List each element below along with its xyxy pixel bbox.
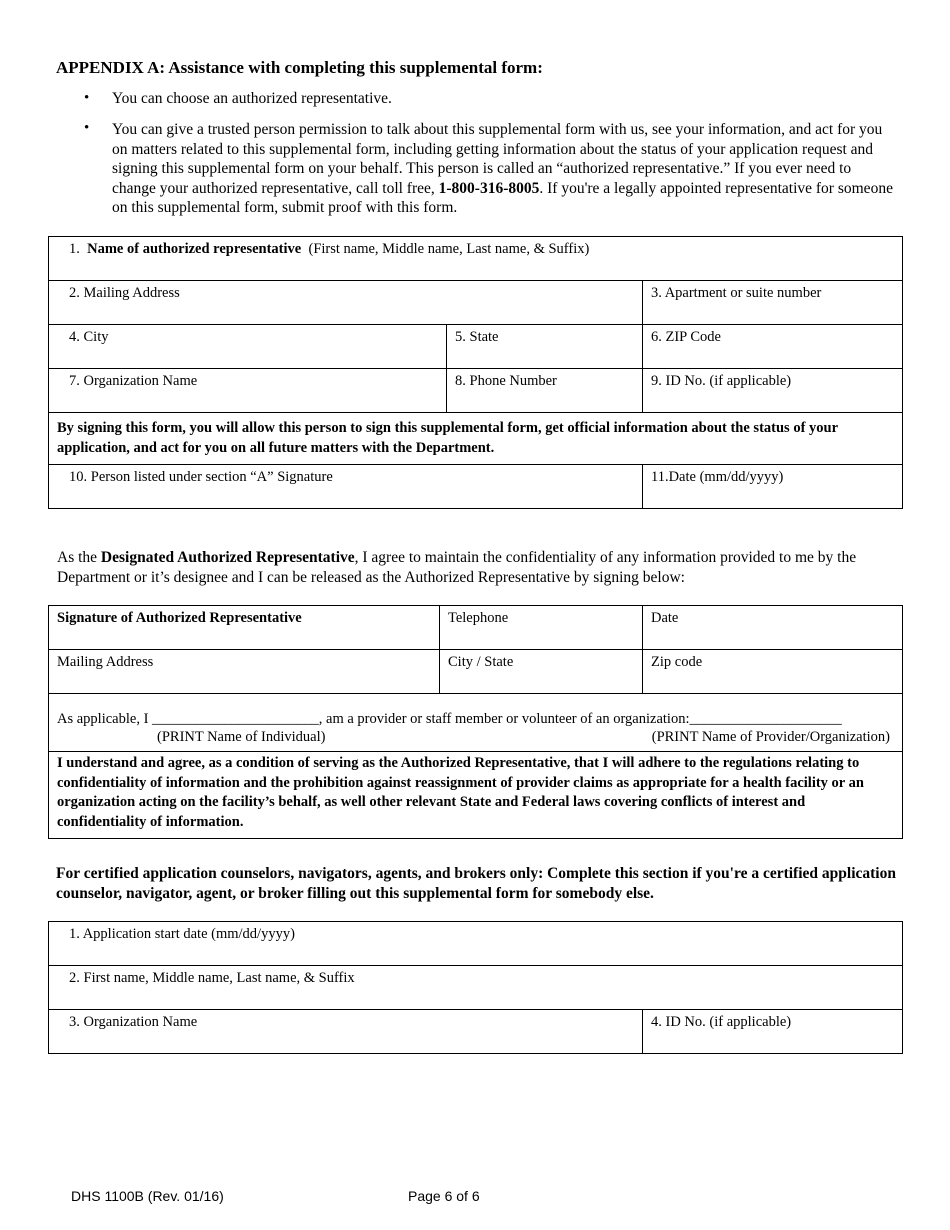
designated-rep-paragraph xyxy=(57,548,902,587)
page-number: Page 6 of 6 xyxy=(408,1188,480,1204)
rep-name-field[interactable] xyxy=(49,237,903,281)
mailing-address-field[interactable] xyxy=(49,281,643,325)
state-label: 5. State xyxy=(455,329,499,345)
app-start-date-field[interactable] xyxy=(49,922,903,966)
organization-field[interactable] xyxy=(49,369,447,413)
apartment-label: 3. Apartment or suite number xyxy=(651,285,822,301)
counselor-org-field[interactable] xyxy=(49,1010,643,1054)
bullet-icon: • xyxy=(84,90,90,106)
designated-bold: Designated Authorized Representative xyxy=(100,549,355,566)
state-field[interactable] xyxy=(447,325,643,369)
date-label: Date xyxy=(651,610,679,626)
applicable-line[interactable]: As applicable, I _______________________, am a provider or staff member or volunteer of an organization:_____________________ xyxy=(57,711,842,727)
certified-table xyxy=(48,921,903,1054)
designated-rep-table xyxy=(48,605,903,839)
rep-zip-field[interactable] xyxy=(643,650,903,694)
city-state-label: City / State xyxy=(448,654,514,670)
toll-free-phone: 1-800-316-8005 xyxy=(438,179,540,197)
signing-notice: By signing this form, you will allow this person to sign this supplemental form, get official information about the status of your application, and act for you on all future matters with the Department. xyxy=(49,413,903,465)
appendix-title: APPENDIX A: Assistance with completing this supplemental form: xyxy=(56,58,543,77)
person-signature-field[interactable] xyxy=(49,465,643,509)
id-field[interactable] xyxy=(643,369,903,413)
bullet-1-text: You can choose an authorized representative. xyxy=(112,90,392,107)
zip-label: 6. ZIP Code xyxy=(651,329,721,345)
city-field[interactable] xyxy=(49,325,447,369)
designated-pre: As the xyxy=(57,549,101,566)
apartment-field[interactable] xyxy=(643,281,903,325)
signature-date-field[interactable] xyxy=(643,465,903,509)
rep-signature-label: Signature of Authorized Representative xyxy=(57,610,302,626)
id-label: 9. ID No. (if applicable) xyxy=(651,373,792,389)
zip-field[interactable] xyxy=(643,325,903,369)
rep-signature-field[interactable] xyxy=(49,606,440,650)
rep-name-hint: (First name, Middle name, Last name, & Suffix) xyxy=(308,241,590,257)
organization-label: 7. Organization Name xyxy=(69,373,198,389)
signature-date-label: 11.Date (mm/dd/yyyy) xyxy=(651,469,784,485)
field-number: 1. xyxy=(69,241,80,257)
mailing-address-label: 2. Mailing Address xyxy=(69,285,180,301)
city-label: 4. City xyxy=(69,329,109,345)
print-individual-caption: (PRINT Name of Individual) xyxy=(157,729,326,745)
app-start-date-label: 1. Application start date (mm/dd/yyyy) xyxy=(69,926,295,942)
bullet-2-text xyxy=(112,120,897,218)
counselor-id-label: 4. ID No. (if applicable) xyxy=(651,1014,792,1030)
counselor-name-field[interactable] xyxy=(49,966,903,1010)
counselor-id-field[interactable] xyxy=(643,1010,903,1054)
agreement-notice: I understand and agree, as a condition of serving as the Authorized Representative, that I will adhere to the regulations relating to confidentiality of information and the prohibition against reassignment of provider claims as appropriate for a health facility or an organization acting on the facility’s behalf, as well other relevant State and Federal laws covering conflicts of interest and confidentiality of information. xyxy=(49,752,903,839)
bullet-2-pre: You can give a trusted person permission to talk about this supplemental form with us, see your information, and act for you on matters related to this supplemental form, including getting information about the status of your application request and signing this supplemental form on your behalf. This person is called an “authorized representative.” If you ever need to change your authorized representative, call toll free, xyxy=(112,121,883,197)
date-field[interactable] xyxy=(643,606,903,650)
rep-zip-label: Zip code xyxy=(651,654,703,670)
rep-mailing-label: Mailing Address xyxy=(57,654,154,670)
applicable-row xyxy=(49,694,903,752)
telephone-label: Telephone xyxy=(448,610,509,626)
bullet-icon: • xyxy=(84,120,90,136)
certified-intro: For certified application counselors, navigators, agents, and brokers only: Complete this section if you're a certified application counselor, navigator, agent, or broker filling out this supplemental form for somebody else. xyxy=(56,865,896,902)
phone-label: 8. Phone Number xyxy=(455,373,557,389)
counselor-name-label: 2. First name, Middle name, Last name, & Suffix xyxy=(69,970,355,986)
rep-name-label: Name of authorized representative xyxy=(87,241,302,257)
counselor-org-label: 3. Organization Name xyxy=(69,1014,198,1030)
form-id: DHS 1100B (Rev. 01/16) xyxy=(71,1188,224,1204)
authorized-rep-table xyxy=(48,236,903,509)
rep-mailing-field[interactable] xyxy=(49,650,440,694)
designated-post: , I agree to maintain the confidentiality of any information provided to me by the Department or it’s designee and I can be released as the Authorized Representative by signing below: xyxy=(57,549,857,586)
city-state-field[interactable] xyxy=(440,650,643,694)
person-signature-label: 10. Person listed under section “A” Signature xyxy=(69,469,333,485)
phone-field[interactable] xyxy=(447,369,643,413)
telephone-field[interactable] xyxy=(440,606,643,650)
bullet-2-post: . If you're a legally appointed representative for someone on this supplemental form, submit proof with this form. xyxy=(112,179,893,216)
print-provider-caption: (PRINT Name of Provider/Organization) xyxy=(651,729,890,745)
